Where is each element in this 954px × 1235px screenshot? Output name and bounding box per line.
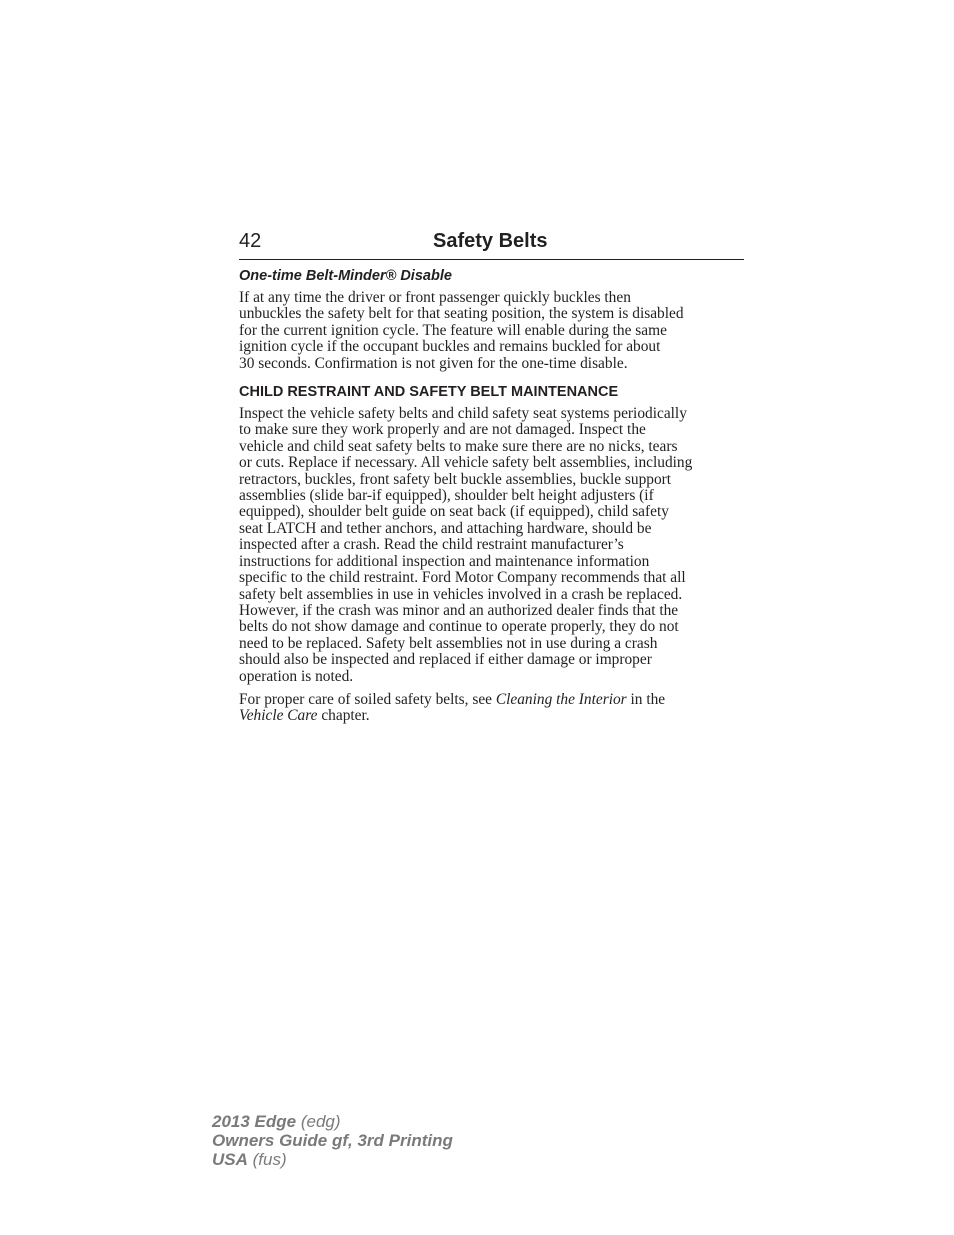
maintenance-paragraph: [239, 406, 744, 685]
text-line: need to be replaced. Safety belt assemblies not in use during a crash: [239, 634, 658, 652]
text-line: However, if the crash was minor and an authorized dealer finds that the: [239, 601, 679, 619]
text-line: to make sure they work properly and are not damaged. Inspect the: [239, 421, 646, 439]
footer-model-line: [212, 1112, 453, 1131]
page-header: [239, 228, 744, 260]
care-suffix: chapter.: [317, 707, 370, 725]
text-line: If at any time the driver or front passenger quickly buckles then: [239, 289, 631, 306]
cleaning-interior-reference: Cleaning the Interior: [495, 690, 627, 708]
text-line: unbuckles the safety belt for that seating position, the system is disabled: [239, 305, 684, 323]
footer-model-code: (edg): [296, 1112, 341, 1131]
maintenance-heading: CHILD RESTRAINT AND SAFETY BELT MAINTENANCE: [239, 384, 619, 401]
page-title: Safety Belts: [433, 230, 548, 252]
footer-guide: Owners Guide gf, 3rd Printing: [212, 1131, 453, 1150]
footer-market-code: (fus): [247, 1150, 287, 1169]
text-line: ignition cycle if the occupant buckles and remains buckled for about: [239, 338, 661, 356]
belt-minder-heading: One-time Belt-Minder® Disable: [239, 268, 452, 284]
text-line: specific to the child restraint. Ford Motor Company recommends that all: [239, 569, 686, 587]
text-line: for the current ignition cycle. The feature will enable during the same: [239, 321, 667, 339]
page-footer: [212, 1112, 453, 1169]
footer-model: 2013 Edge: [212, 1112, 297, 1131]
text-line: Inspect the vehicle safety belts and child safety seat systems periodically: [239, 405, 687, 423]
page-content: [239, 266, 744, 732]
text-line: seat LATCH and tether anchors, and attaching hardware, should be: [239, 519, 652, 537]
text-line: belts do not show damage and continue to operate properly, they do not: [239, 618, 679, 636]
text-line: [239, 692, 744, 708]
text-line: should also be inspected and replaced if either damage or improper: [239, 651, 652, 669]
care-paragraph: [239, 692, 744, 725]
text-line: inspected after a crash. Read the child restraint manufacturer’s: [239, 536, 624, 554]
footer-market-line: [212, 1150, 453, 1169]
text-line: safety belt assemblies in use in vehicles involved in a crash be replaced.: [239, 585, 683, 603]
text-line: operation is noted.: [239, 667, 354, 685]
text-line: retractors, buckles, front safety belt buckle assemblies, buckle support: [239, 470, 672, 488]
footer-market: USA: [212, 1150, 248, 1169]
text-line: assemblies (slide bar-if equipped), shoulder belt height adjusters (if: [239, 487, 654, 505]
text-line: [239, 708, 744, 724]
belt-minder-paragraph: [239, 290, 744, 372]
text-line: instructions for additional inspection and maintenance information: [239, 552, 650, 570]
care-prefix: For proper care of soiled safety belts, see: [239, 690, 496, 708]
page-number: 42: [239, 230, 262, 252]
care-middle: in the: [626, 690, 666, 708]
vehicle-care-reference: Vehicle Care: [239, 707, 318, 725]
text-line: equipped), shoulder belt guide on seat back (if equipped), child safety: [239, 503, 669, 521]
text-line: or cuts. Replace if necessary. All vehicle safety belt assemblies, including: [239, 454, 693, 472]
text-line: 30 seconds. Confirmation is not given for the one-time disable.: [239, 354, 628, 372]
text-line: vehicle and child seat safety belts to make sure there are no nicks, tears: [239, 437, 678, 455]
